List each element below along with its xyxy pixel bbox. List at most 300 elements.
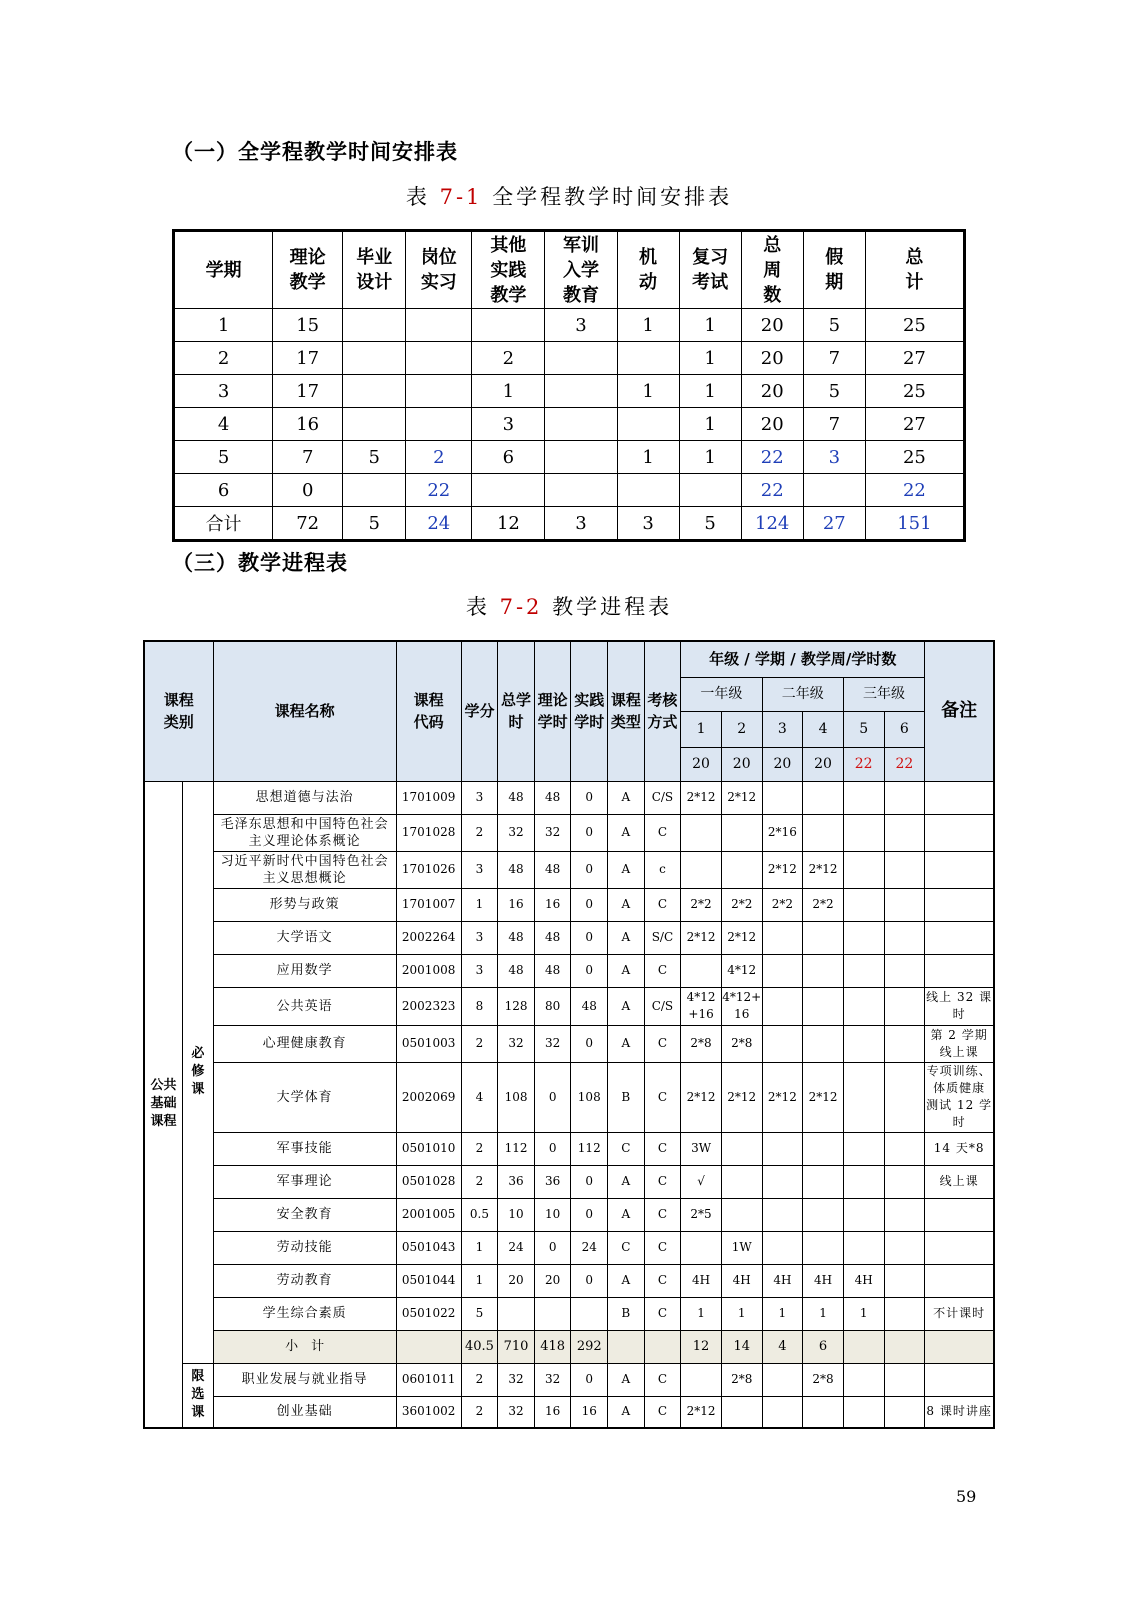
- table-row: [144, 1363, 994, 1396]
- course-cell: 4: [461, 1062, 498, 1132]
- caption-prefix: 表: [405, 185, 440, 209]
- table-row: [144, 954, 994, 987]
- header-weeks: 20: [681, 747, 722, 781]
- course-cell: 2: [461, 1025, 498, 1062]
- course-cell: [762, 1363, 803, 1396]
- course-cell: A: [608, 987, 645, 1025]
- course-cell: C: [644, 1264, 681, 1297]
- header-year-3: 三年级: [843, 677, 924, 711]
- course-cell: 4*12: [721, 954, 762, 987]
- course-cell: c: [644, 851, 681, 888]
- course-cell: 0501043: [396, 1231, 461, 1264]
- course-cell: 1: [681, 1297, 722, 1330]
- course-cell: [762, 1231, 803, 1264]
- table-row: [144, 1132, 994, 1165]
- course-cell: 4H: [681, 1264, 722, 1297]
- remark-cell: 第 2 学期 线上课: [925, 1025, 994, 1062]
- course-cell: [884, 1363, 925, 1396]
- course-name: 公共英语: [213, 987, 396, 1025]
- course-cell: [721, 1132, 762, 1165]
- table1-cell: [472, 309, 545, 342]
- header-weeks: 20: [803, 747, 844, 781]
- table1-cell: [472, 474, 545, 507]
- course-cell: 0601011: [396, 1363, 461, 1396]
- header-semester: 4: [803, 711, 844, 747]
- course-cell: B: [608, 1062, 645, 1132]
- course-cell: [803, 921, 844, 954]
- course-cell: 16: [498, 888, 535, 921]
- table1-cell: 22: [741, 474, 803, 507]
- table1-cell: 20: [741, 342, 803, 375]
- table1-cell: 7: [273, 441, 343, 474]
- table1-cell: 5: [803, 375, 865, 408]
- course-cell: 0501022: [396, 1297, 461, 1330]
- table1-cell: 1: [679, 408, 741, 441]
- course-cell: 112: [498, 1132, 535, 1165]
- table1-header-cell: 假 期: [803, 231, 865, 309]
- table1-cell: [545, 375, 617, 408]
- course-cell: [884, 987, 925, 1025]
- course-cell: 108: [571, 1062, 608, 1132]
- table1-cell: 27: [865, 408, 964, 441]
- course-cell: [762, 1198, 803, 1231]
- course-cell: 2*12: [721, 921, 762, 954]
- course-cell: [803, 1198, 844, 1231]
- table1-cell: [617, 342, 679, 375]
- course-cell: 3W: [681, 1132, 722, 1165]
- course-cell: [884, 1297, 925, 1330]
- section-heading-three: （三）教学进程表: [172, 551, 348, 575]
- course-name: 劳动教育: [213, 1264, 396, 1297]
- caption-text: 教学进程表: [542, 595, 673, 619]
- course-cell: A: [608, 888, 645, 921]
- table-row: [144, 987, 994, 1025]
- course-cell: 3: [461, 954, 498, 987]
- course-cell: 32: [534, 1363, 571, 1396]
- table1-cell: 25: [865, 309, 964, 342]
- course-cell: [803, 1025, 844, 1062]
- course-cell: 48: [534, 921, 571, 954]
- table1-header-cell: 总 周 数: [741, 231, 803, 309]
- table1-header-cell: 学期: [174, 231, 273, 309]
- course-name: 心理健康教育: [213, 1025, 396, 1062]
- table1-cell: 17: [273, 342, 343, 375]
- course-cell: 8: [461, 987, 498, 1025]
- table1-cell: 6: [174, 474, 273, 507]
- remark-cell: 14 天*8: [925, 1132, 994, 1165]
- course-cell: 2*5: [681, 1198, 722, 1231]
- table1-cell: 1: [679, 441, 741, 474]
- header-weeks: 20: [762, 747, 803, 781]
- course-cell: 2*2: [762, 888, 803, 921]
- course-cell: [884, 888, 925, 921]
- course-cell: B: [608, 1297, 645, 1330]
- course-cell: 4H: [721, 1264, 762, 1297]
- header-course-name: 课程名称: [213, 641, 396, 781]
- course-cell: 1: [762, 1297, 803, 1330]
- table1-cell: 0: [273, 474, 343, 507]
- table1-cell: 15: [273, 309, 343, 342]
- subtotal-cell: 4: [762, 1330, 803, 1363]
- table1-cell: 27: [803, 507, 865, 541]
- course-cell: [803, 1132, 844, 1165]
- course-cell: 0: [571, 888, 608, 921]
- table1-header-cell: 理论 教学: [273, 231, 343, 309]
- table1-cell: 5: [803, 309, 865, 342]
- course-cell: [843, 921, 884, 954]
- table1-cell: 3: [617, 507, 679, 541]
- subtotal-cell: 418: [534, 1330, 571, 1363]
- course-cell: [803, 1231, 844, 1264]
- course-name: 大学体育: [213, 1062, 396, 1132]
- table1-cell: [617, 474, 679, 507]
- course-cell: 48: [534, 781, 571, 814]
- course-cell: [721, 1165, 762, 1198]
- course-cell: 2001005: [396, 1198, 461, 1231]
- table1-cell: 3: [472, 408, 545, 441]
- table1-cell: 20: [741, 309, 803, 342]
- table-row: [174, 375, 965, 408]
- table1-cell: [343, 342, 406, 375]
- course-cell: [884, 1231, 925, 1264]
- course-cell: [762, 1165, 803, 1198]
- table1-cell: 3: [545, 507, 617, 541]
- course-cell: 1701009: [396, 781, 461, 814]
- course-cell: C: [644, 1297, 681, 1330]
- table-7-2-caption: [143, 591, 995, 621]
- subtotal-cell: 14: [721, 1330, 762, 1363]
- table-row: [144, 1396, 994, 1428]
- course-cell: 32: [498, 1363, 535, 1396]
- header-year-2: 二年级: [762, 677, 843, 711]
- course-cell: [843, 781, 884, 814]
- remark-cell: 线上课: [925, 1165, 994, 1198]
- course-cell: 2*12: [762, 1062, 803, 1132]
- table-row: [174, 408, 965, 441]
- header-credit: 学分: [461, 641, 498, 781]
- course-cell: 3: [461, 781, 498, 814]
- table1-cell: 3: [545, 309, 617, 342]
- course-cell: 1701028: [396, 814, 461, 851]
- remark-cell: [925, 888, 994, 921]
- table1-cell: 72: [273, 507, 343, 541]
- table1-cell: 7: [803, 342, 865, 375]
- table1-cell: [406, 375, 472, 408]
- course-cell: 2*16: [762, 814, 803, 851]
- course-cell: [803, 1396, 844, 1428]
- course-cell: 3: [461, 921, 498, 954]
- subtotal-cell: [925, 1330, 994, 1363]
- course-cell: [843, 851, 884, 888]
- subtotal-cell: [608, 1330, 645, 1363]
- course-name: 职业发展与就业指导: [213, 1363, 396, 1396]
- course-cell: [884, 1264, 925, 1297]
- remark-cell: [925, 954, 994, 987]
- course-cell: 24: [498, 1231, 535, 1264]
- course-cell: [762, 921, 803, 954]
- course-cell: 32: [498, 814, 535, 851]
- table1-cell: 1: [472, 375, 545, 408]
- header-course-type: 课程 类型: [608, 641, 645, 781]
- course-cell: A: [608, 1396, 645, 1428]
- table1-cell: 22: [741, 441, 803, 474]
- table1-cell: 5: [343, 507, 406, 541]
- course-cell: A: [608, 851, 645, 888]
- remark-cell: [925, 1231, 994, 1264]
- course-cell: 2*12: [803, 1062, 844, 1132]
- course-cell: A: [608, 1198, 645, 1231]
- table1-cell: 124: [741, 507, 803, 541]
- header-year-1: 一年级: [681, 677, 762, 711]
- table1-cell: 1: [174, 309, 273, 342]
- course-cell: [843, 1165, 884, 1198]
- table1-cell: [406, 309, 472, 342]
- course-cell: 48: [498, 921, 535, 954]
- course-name: 学生综合素质: [213, 1297, 396, 1330]
- course-cell: A: [608, 954, 645, 987]
- course-cell: 2002323: [396, 987, 461, 1025]
- course-name: 形势与政策: [213, 888, 396, 921]
- subtotal-cell: 40.5: [461, 1330, 498, 1363]
- course-cell: 2: [461, 1363, 498, 1396]
- course-cell: 32: [498, 1396, 535, 1428]
- course-cell: [721, 1396, 762, 1428]
- course-name: 大学语文: [213, 921, 396, 954]
- course-cell: 2*8: [721, 1363, 762, 1396]
- table1-cell: 1: [617, 309, 679, 342]
- caption-number: 7-2: [499, 595, 543, 619]
- course-cell: C: [644, 814, 681, 851]
- course-cell: [803, 781, 844, 814]
- course-cell: C: [644, 1025, 681, 1062]
- course-cell: [534, 1297, 571, 1330]
- course-cell: 2*8: [721, 1025, 762, 1062]
- course-cell: 0: [534, 1231, 571, 1264]
- table1-cell: 22: [865, 474, 964, 507]
- course-cell: 2*2: [681, 888, 722, 921]
- course-cell: C: [644, 1165, 681, 1198]
- course-cell: 4*12 +16: [681, 987, 722, 1025]
- course-cell: 1: [721, 1297, 762, 1330]
- header-schedule: 年级 / 学期 / 教学周/学时数: [681, 641, 925, 677]
- course-cell: A: [608, 781, 645, 814]
- table1-cell: [406, 342, 472, 375]
- course-cell: 10: [498, 1198, 535, 1231]
- course-cell: [803, 814, 844, 851]
- table1-cell: [406, 408, 472, 441]
- course-cell: 80: [534, 987, 571, 1025]
- course-cell: 0501044: [396, 1264, 461, 1297]
- course-cell: [571, 1297, 608, 1330]
- remark-cell: [925, 851, 994, 888]
- header-semester: 6: [884, 711, 925, 747]
- table1-cell: 5: [343, 441, 406, 474]
- table1-header-cell: 总 计: [865, 231, 964, 309]
- subtotal-cell: 292: [571, 1330, 608, 1363]
- header-total-hours: 总学 时: [498, 641, 535, 781]
- table1-cell: [545, 342, 617, 375]
- course-cell: [498, 1297, 535, 1330]
- course-cell: 16: [534, 1396, 571, 1428]
- table1-cell: [617, 408, 679, 441]
- course-cell: 2: [461, 1132, 498, 1165]
- subtotal-cell: [644, 1330, 681, 1363]
- table1-cell: 25: [865, 441, 964, 474]
- table1-cell: 1: [679, 309, 741, 342]
- table1-cell: 1: [679, 342, 741, 375]
- course-cell: 0: [571, 921, 608, 954]
- table1-cell: 151: [865, 507, 964, 541]
- subtotal-cell: 6: [803, 1330, 844, 1363]
- table1-cell: 3: [803, 441, 865, 474]
- table1-cell: 7: [803, 408, 865, 441]
- table1-cell: 22: [406, 474, 472, 507]
- course-cell: [843, 1132, 884, 1165]
- course-cell: [843, 1396, 884, 1428]
- course-cell: 2001008: [396, 954, 461, 987]
- table-row: [174, 309, 965, 342]
- header-category: 课程 类别: [144, 641, 213, 781]
- header-semester: 1: [681, 711, 722, 747]
- table1-cell: 5: [679, 507, 741, 541]
- course-cell: 2*2: [721, 888, 762, 921]
- course-cell: 2*12: [681, 921, 722, 954]
- table1-cell: [343, 375, 406, 408]
- course-cell: 5: [461, 1297, 498, 1330]
- course-cell: 4H: [762, 1264, 803, 1297]
- course-name: 军事理论: [213, 1165, 396, 1198]
- table-row: [144, 888, 994, 921]
- table1-cell: 2: [406, 441, 472, 474]
- table1-cell: [343, 474, 406, 507]
- header-semester: 5: [843, 711, 884, 747]
- course-cell: [762, 954, 803, 987]
- course-cell: 32: [498, 1025, 535, 1062]
- course-cell: A: [608, 1264, 645, 1297]
- header-weeks: 22: [884, 747, 925, 781]
- header-assessment: 考核 方式: [644, 641, 681, 781]
- course-cell: [884, 954, 925, 987]
- table-row: [144, 1198, 994, 1231]
- subtotal-cell: [843, 1330, 884, 1363]
- table1-cell: 1: [679, 375, 741, 408]
- course-cell: 0501003: [396, 1025, 461, 1062]
- course-cell: 0501010: [396, 1132, 461, 1165]
- course-cell: [681, 1231, 722, 1264]
- course-cell: C: [608, 1231, 645, 1264]
- course-cell: 1: [461, 888, 498, 921]
- course-cell: 24: [571, 1231, 608, 1264]
- remark-cell: 8 课时讲座: [925, 1396, 994, 1428]
- course-cell: 128: [498, 987, 535, 1025]
- course-cell: [762, 987, 803, 1025]
- course-name: 习近平新时代中国特色社会 主义思想概论: [213, 851, 396, 888]
- course-cell: [803, 954, 844, 987]
- course-cell: C/S: [644, 987, 681, 1025]
- course-cell: √: [681, 1165, 722, 1198]
- course-cell: [884, 1165, 925, 1198]
- course-cell: [762, 1396, 803, 1428]
- course-cell: [803, 987, 844, 1025]
- header-course-code: 课程 代码: [396, 641, 461, 781]
- table1-cell: 5: [174, 441, 273, 474]
- table1-cell: 合计: [174, 507, 273, 541]
- course-cell: C: [644, 1363, 681, 1396]
- course-name: 应用数学: [213, 954, 396, 987]
- course-cell: 48: [498, 781, 535, 814]
- table1-cell: 27: [865, 342, 964, 375]
- course-cell: 2002264: [396, 921, 461, 954]
- table1-cell: [679, 474, 741, 507]
- course-cell: A: [608, 1165, 645, 1198]
- course-cell: 1: [803, 1297, 844, 1330]
- course-cell: 1: [461, 1264, 498, 1297]
- subtotal-cell: [396, 1330, 461, 1363]
- course-name: 军事技能: [213, 1132, 396, 1165]
- course-cell: 16: [534, 888, 571, 921]
- course-cell: 2: [461, 1165, 498, 1198]
- table1-header-cell: 岗位 实习: [406, 231, 472, 309]
- course-cell: 2*12: [681, 781, 722, 814]
- course-cell: 2*8: [803, 1363, 844, 1396]
- course-cell: 20: [498, 1264, 535, 1297]
- course-name: 安全教育: [213, 1198, 396, 1231]
- table1-cell: [545, 408, 617, 441]
- course-cell: [884, 1062, 925, 1132]
- table-row: [174, 474, 965, 507]
- course-cell: 108: [498, 1062, 535, 1132]
- course-cell: [681, 1363, 722, 1396]
- remark-cell: [925, 1264, 994, 1297]
- course-cell: 0: [534, 1132, 571, 1165]
- course-cell: 10: [534, 1198, 571, 1231]
- course-cell: 48: [498, 954, 535, 987]
- course-cell: C/S: [644, 781, 681, 814]
- course-cell: 0501028: [396, 1165, 461, 1198]
- course-cell: 32: [534, 814, 571, 851]
- course-name: 思想道德与法治: [213, 781, 396, 814]
- course-cell: [843, 1198, 884, 1231]
- course-cell: [803, 1165, 844, 1198]
- course-cell: 4*12+ 16: [721, 987, 762, 1025]
- remark-cell: 专项训练、 体质健康 测试 12 学 时: [925, 1062, 994, 1132]
- course-cell: 2002069: [396, 1062, 461, 1132]
- course-cell: 0: [571, 781, 608, 814]
- course-cell: 0.5: [461, 1198, 498, 1231]
- course-cell: [884, 1132, 925, 1165]
- course-cell: C: [644, 954, 681, 987]
- course-cell: [681, 814, 722, 851]
- course-cell: [843, 954, 884, 987]
- course-cell: [884, 921, 925, 954]
- header-weeks: 20: [721, 747, 762, 781]
- table-row: [174, 441, 965, 474]
- course-cell: 36: [498, 1165, 535, 1198]
- course-cell: 4H: [843, 1264, 884, 1297]
- course-cell: [721, 814, 762, 851]
- course-name: 创业基础: [213, 1396, 396, 1428]
- course-cell: [884, 1025, 925, 1062]
- table-row: [144, 1062, 994, 1132]
- course-cell: C: [644, 1132, 681, 1165]
- course-cell: 0: [571, 1264, 608, 1297]
- course-cell: 48: [534, 851, 571, 888]
- course-cell: [843, 1062, 884, 1132]
- header-remark: 备注: [925, 641, 994, 781]
- subtotal-cell: 12: [681, 1330, 722, 1363]
- course-cell: 112: [571, 1132, 608, 1165]
- table-row: [144, 1297, 994, 1330]
